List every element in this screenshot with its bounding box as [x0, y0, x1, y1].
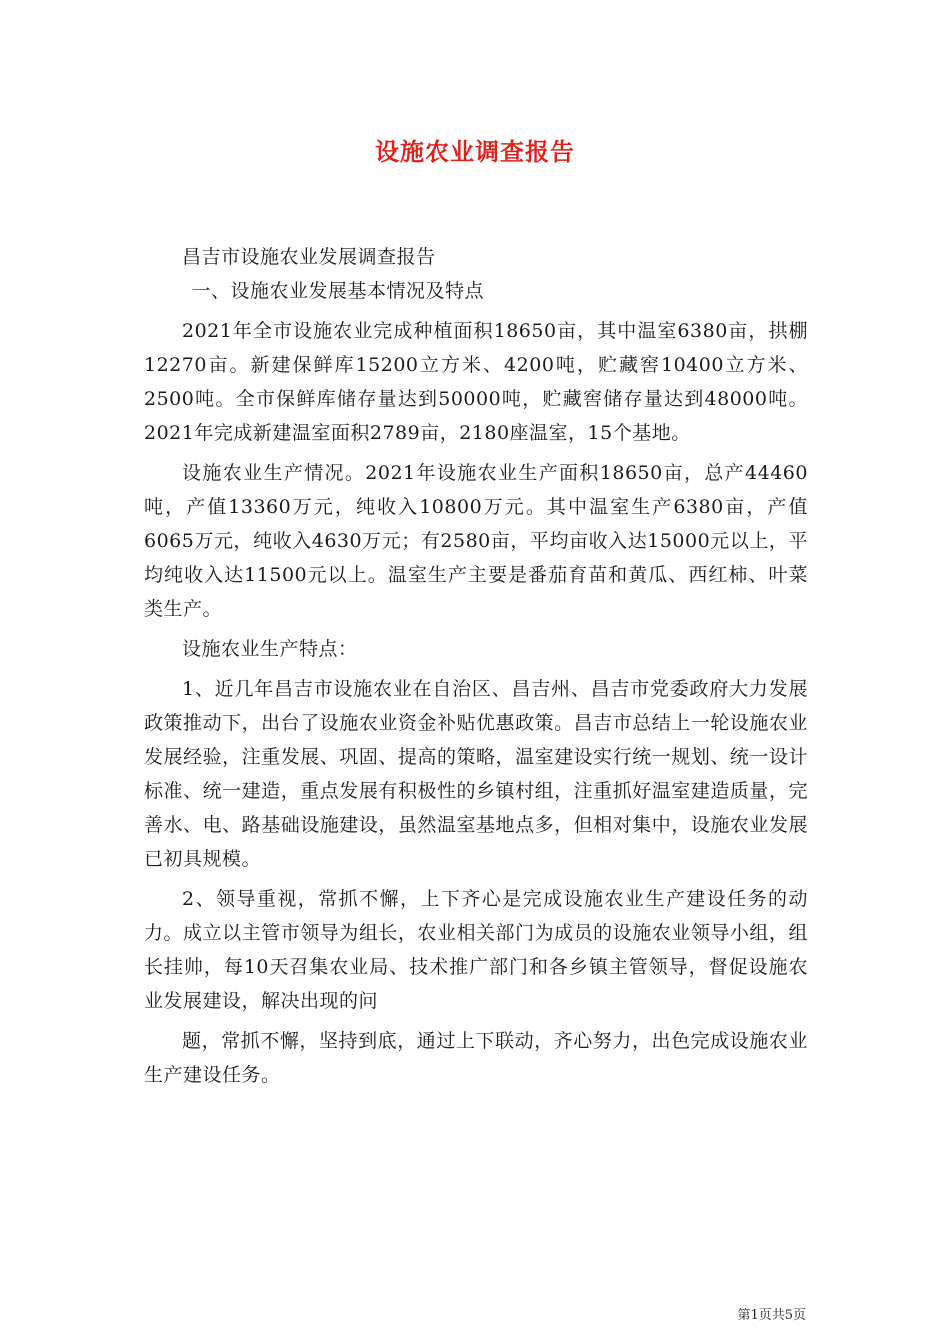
paragraph-continuation: 题，常抓不懈，坚持到底，通过上下联动，齐心努力，出色完成设施农业生产建设任务。 — [144, 1030, 808, 1086]
paragraph-production: 设施农业生产情况。2021年设施农业生产面积18650亩，总产44460吨，产值13360万元，纯收入10800万元。其中温室生产6380亩，产值6065万元，纯收入4630万元；有2580亩，平均亩收入达15000元以上，平均纯收入达11500元以上。温室生产主要是番茄育苗和黄瓜、西红柿、叶菜类生产。 — [144, 462, 808, 620]
paragraph-features-heading: 设施农业生产特点： — [182, 638, 358, 660]
page-number: 第1页共5页 — [737, 1308, 806, 1323]
paragraph-feature-2: 2、领导重视，常抓不懈，上下齐心是完成设施农业生产建设任务的动力。成立以主管市领导为组长，农业相关部门为成员的设施农业领导小组，组长挂帅，每10天召集农业局、技术推广部门和各乡镇主管领导，督促设施农业发展建设，解决出现的问 — [144, 888, 808, 1012]
report-subtitle: 昌吉市设施农业发展调查报告 — [182, 246, 436, 268]
paragraph-overview: 2021年全市设施农业完成种植面积18650亩，其中温室6380亩，拱棚12270亩。新建保鲜库15200立方米、4200吨，贮藏窖10400立方米、2500吨。全市保鲜库储存量达到50000吨，贮藏窖储存量达到48000吨。2021年完成新建温室面积2789亩，2180座温室，15个基地。 — [144, 320, 808, 444]
document-body — [144, 234, 808, 1092]
paragraph-feature-1: 1、近几年昌吉市设施农业在自治区、昌吉州、昌吉市党委政府大力发展政策推动下，出台了设施农业资金补贴优惠政策。昌吉市总结上一轮设施农业发展经验，注重发展、巩固、提高的策略，温室建设实行统一规划、统一设计标准、统一建造，重点发展有积极性的乡镇村组，注重抓好温室建造质量，完善水、电、路基础设施建设，虽然温室基地点多，但相对集中，设施农业发展已初具规模。 — [144, 678, 808, 870]
document-title: 设施农业调查报告 — [375, 137, 575, 166]
section-heading: 一、设施农业发展基本情况及特点 — [191, 280, 485, 302]
